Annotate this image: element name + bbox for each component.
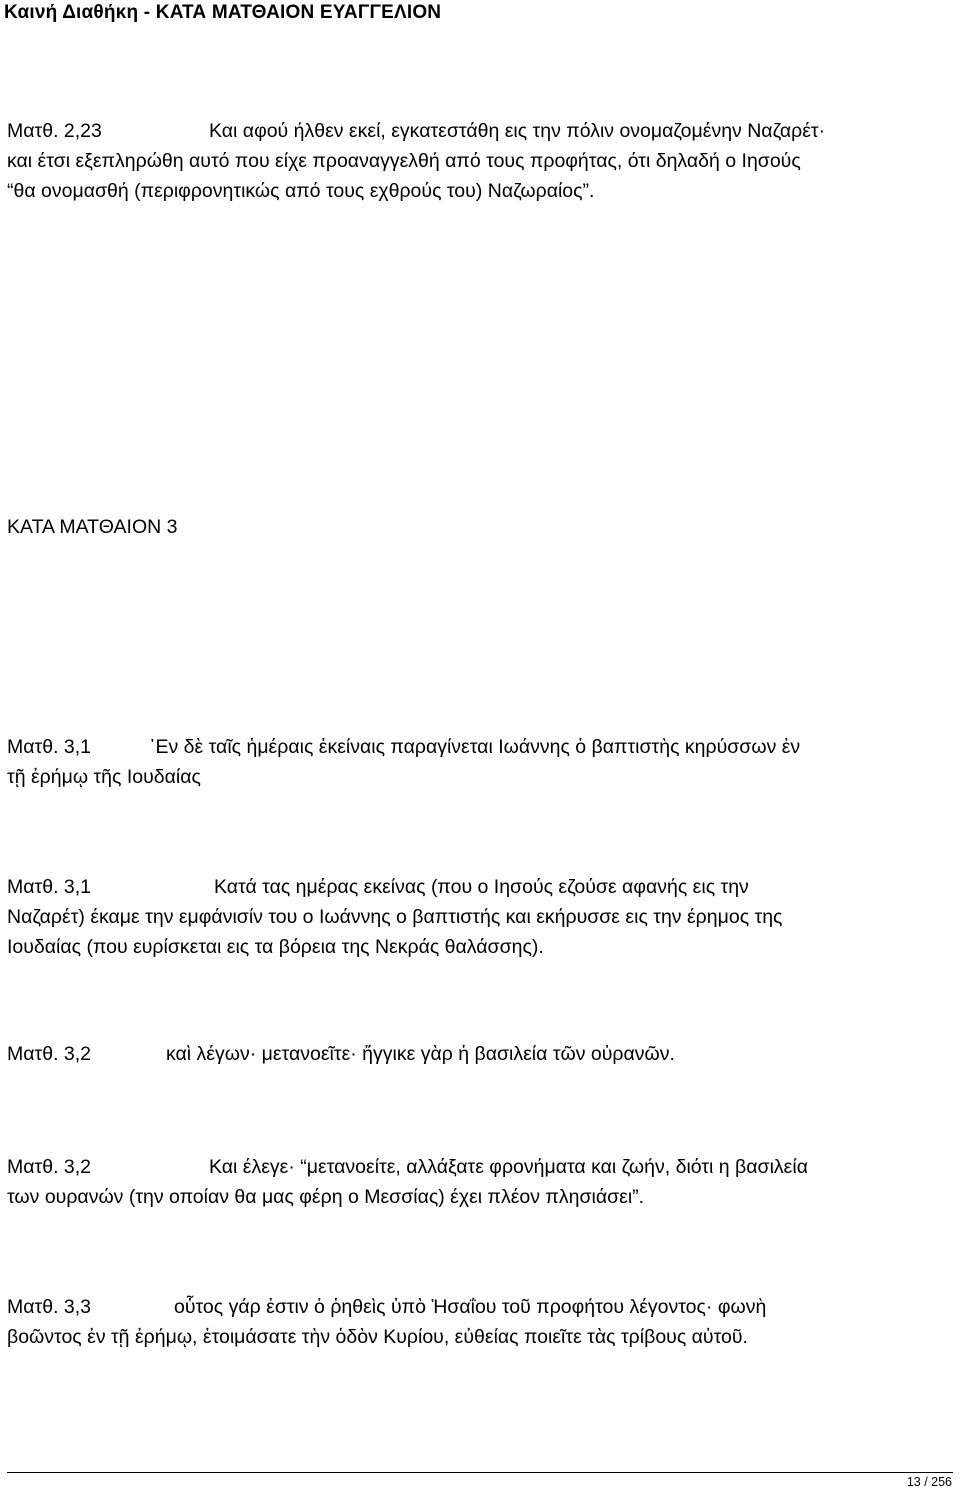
chapter-heading: ΚΑΤΑ ΜΑΤΘΑΙΟΝ 3 [7,516,178,538]
verse-text-line: βοῶντος ἐν τῇ ἐρήμῳ, ἑτοιμάσατε τὴν ὁδὸν Κυρίου, εὐθείας ποιεῖτε τὰς τρίβους αὐτοῦ. [7,1326,748,1348]
verse-reference: Ματθ. 3,2 [7,1043,92,1065]
verse-text: ᾿Εν δὲ ταῖς ἡμέραις ἐκείναις παραγίνεται Ιωάννης ὁ βαπτιστὴς κηρύσσων ἐν [149,736,801,758]
verse-text: οὗτος γάρ ἐστιν ὁ ῥηθεὶς ὑπὸ Ἠσαΐου τοῦ προφήτου λέγοντος· φωνὴ [174,1296,767,1318]
verse-reference: Ματθ. 3,3 [7,1296,92,1318]
verse-block [7,1039,952,1069]
verse-text-line: τῇ ἐρήμῳ τῆς Ιουδαίας [7,766,201,788]
verse-text-line: και έτσι εξεπληρώθη αυτό που είχε προαναγγελθή από τους προφήτας, ότι δηλαδή ο Ιησούς [7,150,801,172]
verse-block [7,1292,952,1352]
verse-block [7,116,952,206]
verse-first-line [7,1152,952,1182]
verse-first-line [7,1292,952,1322]
verse-first-line [7,732,952,762]
verse-text-line: Ιουδαίας (που ευρίσκεται εις τα βόρεια της Νεκράς θαλάσσης). [7,936,544,958]
verse-text-line: “θα ονομασθή (περιφρονητικώς από τους εχθρούς του) Ναζωραίος”. [7,180,595,202]
footer-divider [7,1472,953,1473]
verse-text: Και αφού ήλθεν εκεί, εγκατεστάθη εις την πόλιν ονομαζομένην Ναζαρέτ· [209,120,826,142]
verse-first-line [7,116,952,146]
document-header-title: Καινή Διαθήκη - ΚΑΤΑ ΜΑΤΘΑΙΟΝ ΕΥΑΓΓΕΛΙΟΝ [4,2,442,23]
verse-text: καὶ λέγων· μετανοεῖτε· ἤγγικε γὰρ ἡ βασιλεία τῶν οὐρανῶν. [166,1043,675,1065]
verse-reference: Ματθ. 3,2 [7,1156,92,1178]
page-number: 13 / 256 [906,1475,952,1489]
verse-reference: Ματθ. 3,1 [7,736,92,758]
verse-reference: Ματθ. 2,23 [7,120,102,142]
verse-block [7,872,952,962]
verse-text: Κατά τας ημέρας εκείνας (που ο Ιησούς εζούσε αφανής εις την [214,876,749,898]
verse-text-line: Ναζαρέτ) έκαμε την εμφάνισίν του ο Ιωάννης ο βαπτιστής και εκήρυσσε εις την έρημος της [7,906,783,928]
verse-block [7,732,952,792]
verse-text-line: των ουρανών (την οποίαν θα μας φέρη ο Μεσσίας) έχει πλέον πλησιάσει”. [7,1186,645,1208]
verse-block [7,1152,952,1212]
verse-reference: Ματθ. 3,1 [7,876,92,898]
verse-text: Και έλεγε· “μετανοείτε, αλλάξατε φρονήματα και ζωήν, διότι η βασιλεία [209,1156,808,1178]
verse-first-line [7,872,952,902]
verse-first-line [7,1039,952,1069]
